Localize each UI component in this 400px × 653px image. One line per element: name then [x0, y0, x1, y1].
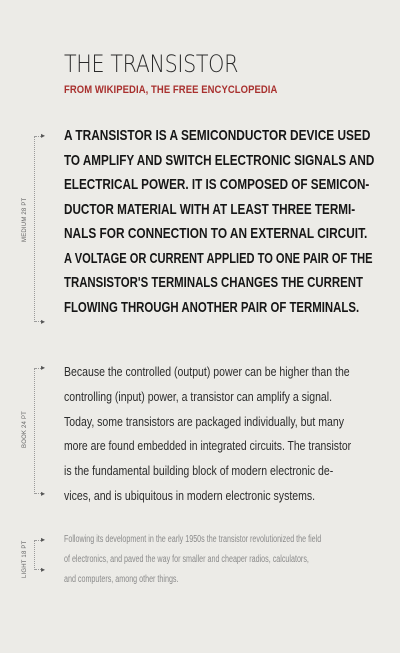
medium-line: TO AMPLIFY AND SWITCH ELECTRONIC SIGNALS AND [64, 151, 375, 169]
guide-arrow-top-icon: ▸ [41, 131, 46, 140]
book-line: vices, and is ubiquitous in modern electronic systems. [64, 487, 316, 503]
book-line: more are found embedded in integrated circuits. The transistor [64, 438, 352, 454]
medium-line: A TRANSISTOR IS A SEMICONDUCTOR DEVICE USED [64, 127, 371, 144]
guide-bracket-book [34, 363, 46, 498]
book-paragraph [64, 360, 369, 509]
medium-line: NALS FOR CONNECTION TO AN EXTERNAL CIRCUIT. [64, 225, 368, 242]
guide-bracket-medium [34, 131, 46, 326]
book-line: Because the controlled (output) power can be higher than the [64, 364, 350, 379]
book-line: is the fundamental building block of modern electronic de- [64, 463, 334, 479]
guide-arrow-bottom-icon: ▸ [41, 489, 46, 498]
book-line: controlling (input) power, a transistor can amplify a signal. [64, 388, 333, 404]
style-label-light: LIGHT 18 PT [22, 540, 28, 578]
light-line: Following its development in the early 1950s the transistor revolutionized the field [64, 534, 322, 545]
medium-line: DUCTOR MATERIAL WITH AT LEAST THREE TERMI- [64, 200, 356, 218]
page-subtitle: FROM WIKIPEDIA, THE FREE ENCYCLOPEDIA [64, 84, 278, 96]
medium-line: ELECTRICAL POWER. IT IS COMPOSED OF SEMICON- [64, 176, 370, 193]
medium-line: FLOWING THROUGH ANOTHER PAIR OF TERMINALS. [64, 298, 360, 316]
guide-arrow-top-icon: ▸ [41, 363, 46, 372]
guide-arrow-bottom-icon: ▸ [41, 565, 46, 574]
page-title: THE TRANSISTOR [64, 50, 239, 78]
light-paragraph [64, 530, 369, 589]
guide-bracket-light [34, 535, 46, 574]
style-label-book: BOOK 24 PT [22, 410, 28, 448]
guide-arrow-top-icon: ▸ [41, 535, 46, 544]
light-line: and computers, among other things. [64, 573, 179, 585]
book-line: Today, some transistors are packaged individually, but many [64, 413, 344, 429]
medium-line: A VOLTAGE OR CURRENT APPLIED TO ONE PAIR OF THE [64, 249, 373, 267]
style-label-medium: MEDIUM 28 PT [22, 197, 28, 242]
light-line: of electronics, and paved the way for smaller and cheaper radios, calculators, [64, 553, 309, 565]
medium-line: TRANSISTOR'S TERMINALS CHANGES THE CURRENT [64, 274, 363, 291]
guide-arrow-bottom-icon: ▸ [41, 317, 46, 326]
medium-paragraph [64, 124, 375, 320]
